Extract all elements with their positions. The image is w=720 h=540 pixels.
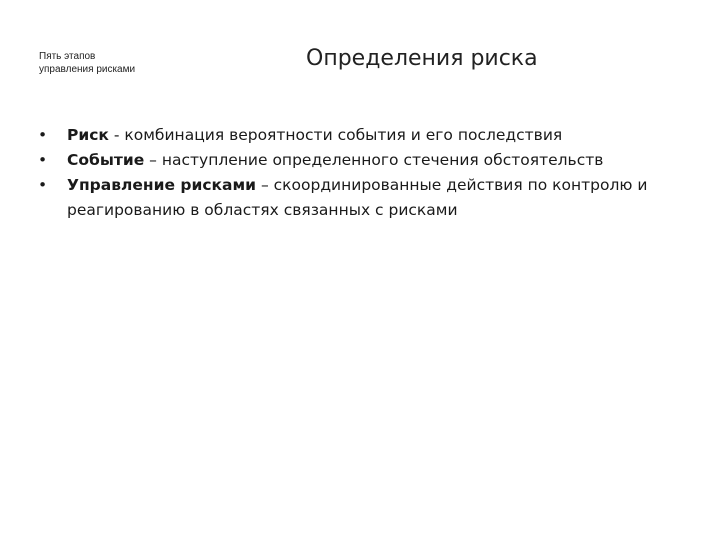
section-label-line-2: управления рисками	[39, 64, 136, 75]
definition-separator: -	[108, 126, 125, 144]
slide-title: Определения риска	[306, 46, 538, 71]
bullet-icon: •	[38, 126, 48, 144]
definition-term: Управление рисками	[67, 176, 257, 194]
definition-text: наступление определенного стечения обстоятельств	[161, 151, 604, 169]
definition-item-risk-management	[38, 173, 678, 223]
definition-item-event	[38, 148, 678, 173]
section-label-line-1: Пять этапов	[39, 51, 96, 62]
definition-text: комбинация вероятности события и его последствия	[124, 126, 563, 144]
bullet-icon: •	[38, 151, 48, 169]
definition-separator: –	[144, 151, 162, 169]
definitions-list	[38, 123, 678, 223]
definition-item-risk	[38, 123, 678, 148]
definition-text: скоординированные действия по контролю и реагированию в областях связанных с рисками	[67, 176, 648, 219]
bullet-icon: •	[38, 176, 48, 194]
definition-term: Риск	[67, 126, 109, 144]
section-label	[39, 50, 199, 76]
definition-term: Событие	[67, 151, 145, 169]
definition-separator: –	[256, 176, 274, 194]
